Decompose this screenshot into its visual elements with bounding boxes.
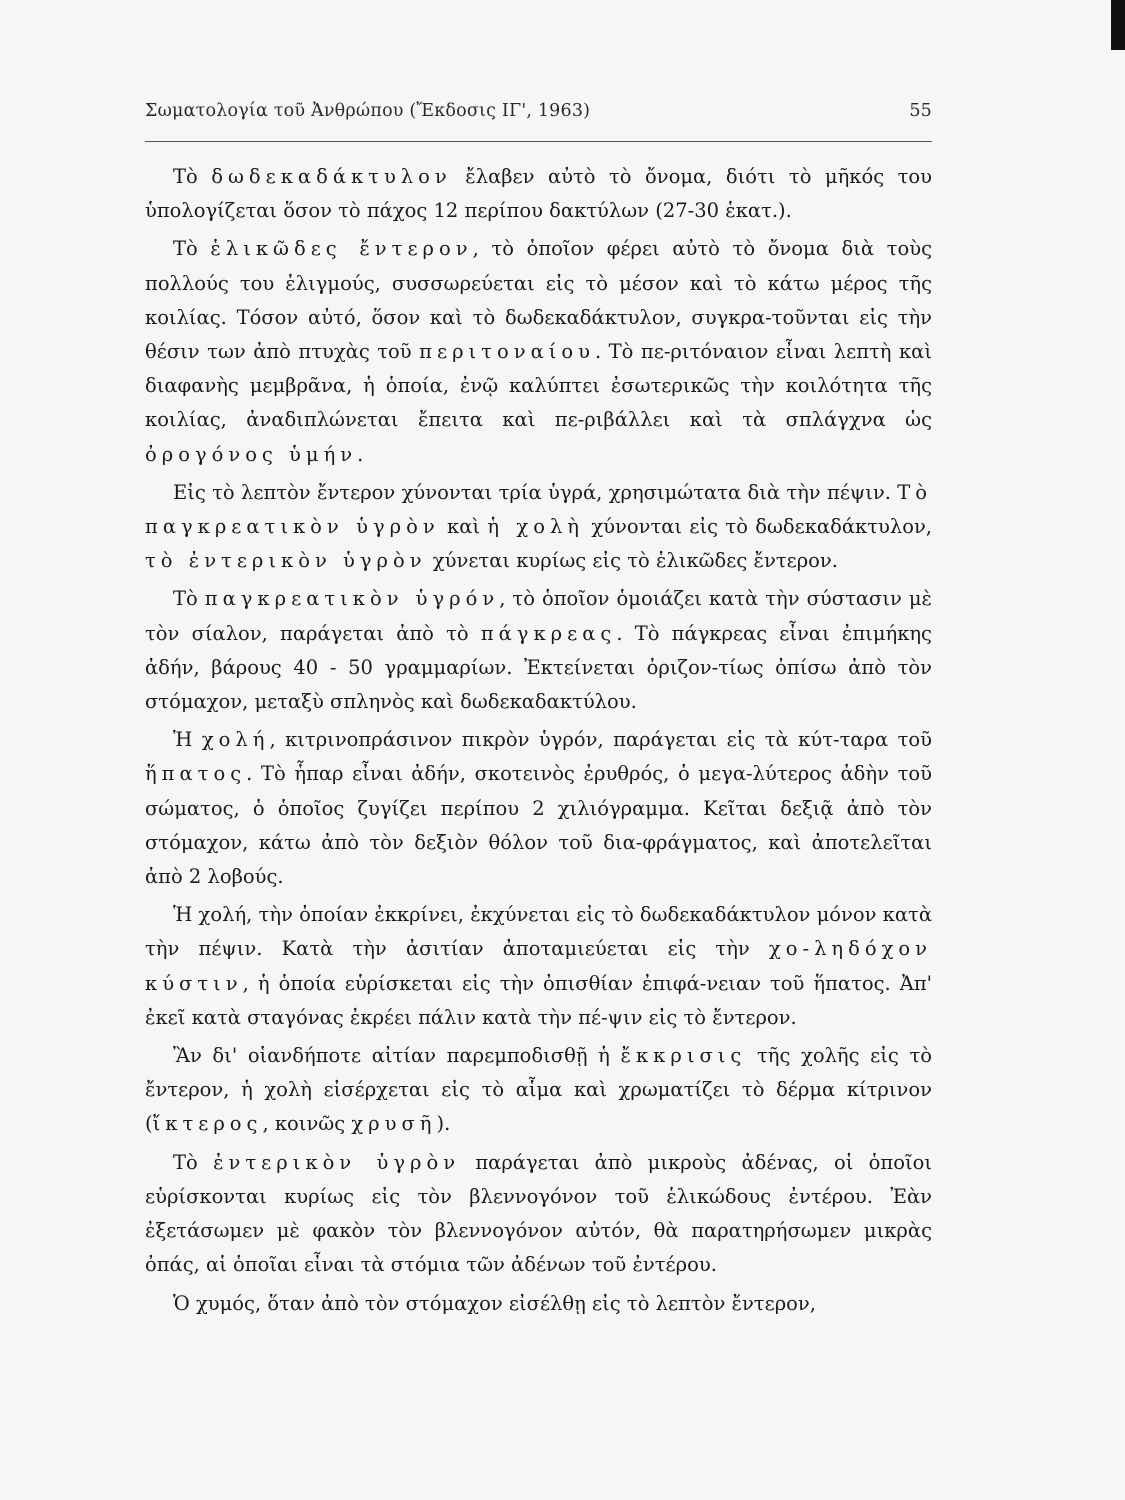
emphasis-term: χο-ληδόχον κύστιν — [145, 937, 932, 995]
emphasis-term: ἔκκρισις — [620, 1044, 747, 1068]
emphasis-term: ἡ χολὴ — [487, 515, 584, 539]
text-run: . Τὸ πε-ριτόναιον εἶναι λεπτὴ καὶ διαφανὴς μεμβρᾶνα, ἡ ὁποία, ἐνῷ καλύπτει ἐσωτερικῶς τὴν κοιλότητα τῆς κοιλίας, ἀναδιπλώνεται ἔπειτα καὶ πε-ριβάλλει καὶ τὰ σπλάγχνα ὡς — [145, 340, 932, 432]
paragraph — [145, 232, 932, 471]
running-title: Σωματολογία τοῦ Ἀνθρώπου (Ἔκδοσις ΙΓ', 1963) — [145, 101, 591, 121]
text-run: Τὸ — [173, 165, 212, 188]
emphasis-term: ὀρογόνος ὑμήν — [145, 442, 358, 466]
emphasis-term: χολή — [201, 728, 270, 752]
text-run: Τὸ — [173, 587, 205, 611]
text-run: , τὸ ὁποῖον φέρει αὐτὸ τὸ ὄνομα διὰ τοὺς πολλούς του ἑλιγμούς, συσσωρεύεται εἰς τὸ μέσον καὶ τὸ κάτω μέρος τῆς κοιλίας. Τόσον αὐτό, ὅσον καὶ τὸ δωδεκαδάκτυλον, συγκρα-τοῦνται εἰς τὴν θέσιν των ἀπὸ πτυχὰς τοῦ — [145, 237, 932, 364]
text-run: , τὸ ὁποῖον ὁμοιάζει κατὰ τὴν σύστασιν μὲ τὸν σίαλον, παράγεται ἀπὸ τὸ — [145, 587, 933, 645]
page-header — [145, 101, 932, 141]
emphasis-term: Τὸ παγκρεατικὸν ὑγρὸν — [145, 480, 932, 539]
scan-edge-mark — [1111, 0, 1125, 50]
text-run: παράγεται ἀπὸ μικροὺς ἀδένας, οἱ ὁποῖοι εὑρίσκονται κυρίως εἰς τὸν βλεννογόνον τοῦ ἑλικώδους ἐντέρου. Ἐὰν ἐξετάσωμεν μὲ φακὸν τὸν βλεννογόνον αὐτόν, θὰ παρατηρήσωμεν μικρὰς ὀπάς, αἱ ὁποῖαι εἶναι τὰ στόμια τῶν ἀδένων τοῦ ἐντέρου. — [145, 1150, 932, 1277]
paragraph — [145, 898, 932, 1035]
paragraph — [145, 1039, 932, 1142]
text-run: καὶ — [439, 515, 488, 539]
text-run: ἔλαβεν αὐτὸ τὸ ὄνομα, διότι τὸ μῆκός του ὑπολογίζεται ὅσον τὸ πάχος 12 περίπου δακτύλων (27-30 ἑκατ.). — [145, 165, 932, 223]
paragraph — [145, 476, 932, 579]
emphasis-term: πάγκρεας — [480, 621, 617, 645]
emphasis-term: περιτοναίου — [419, 340, 595, 364]
emphasis-term: δωδεκαδάκτυλον — [211, 165, 452, 188]
page-number: 55 — [909, 101, 932, 121]
emphasis-term: χρυσῆ — [351, 1112, 437, 1136]
text-run: Τὸ — [173, 237, 211, 261]
text-run: χύνεται κυρίως εἰς τὸ ἑλικῶδες ἔντερον. — [426, 549, 838, 573]
text-run: . — [357, 442, 364, 466]
paragraph — [145, 160, 932, 228]
text-run: Ἡ — [173, 728, 202, 752]
paragraph — [145, 582, 932, 719]
text-run: χύνονται εἰς τὸ δωδεκαδάκτυλον, — [584, 515, 932, 539]
text-run: Ἡ χολή, τὴν ὁποίαν ἐκκρίνει, ἐκχύνεται εἰς τὸ δωδεκαδάκτυλον μόνον κατὰ τὴν πέψιν. Κατὰ τὴν ἀσιτίαν ἀποταμιεύεται εἰς τὴν — [145, 903, 932, 961]
emphasis-term: ἴκτερος — [152, 1112, 263, 1136]
text-run: ). — [436, 1112, 451, 1136]
header-rule — [145, 141, 932, 142]
text-run: , κιτρινοπράσινον πικρὸν ὑγρόν, παράγεται εἰς τὰ κύτ-ταρα τοῦ — [269, 728, 933, 752]
emphasis-term: τὸ ἐντερικὸν ὑγρὸν — [145, 549, 427, 573]
text-run: Ὁ χυμός, ὅταν ἀπὸ τὸν στόμαχον εἰσέλθῃ εἰς τὸ λεπτὸν ἔντερον, — [173, 1291, 816, 1315]
paragraph — [145, 1146, 932, 1283]
paragraph — [145, 723, 932, 894]
text-run: . Τὸ ἧπαρ εἶναι ἀδήν, σκοτεινὸς ἐρυθρός, ὁ μεγα-λύτερος ἀδὴν τοῦ σώματος, ὁ ὁποῖος ζυγίζει περίπου 2 χιλιόγραμμα. Κεῖται δεξιᾷ ἀπὸ τὸν στόμαχον, κάτω ἀπὸ τὸν δεξιὸν θόλον τοῦ δια-φράγματος, καὶ ἀποτελεῖται ἀπὸ 2 λοβούς. — [145, 762, 932, 889]
emphasis-term: ἐντερικὸν ὑγρὸν — [213, 1150, 461, 1174]
text-run: , ἡ ὁποία εὑρίσκεται εἰς τὴν ὀπισθίαν ἐπιφά-νειαν τοῦ ἥπατος. Ἀπ' ἐκεῖ κατὰ σταγόνας ἐκρέει πάλιν κατὰ τὴν πέ-ψιν εἰς τὸ ἔντερον. — [145, 971, 932, 1029]
body-text — [145, 160, 932, 1325]
text-run: . Τὸ πάγκρεας εἶναι ἐπιμήκης ἀδήν, βάρους 40 - 50 γραμμαρίων. Ἐκτείνεται ὁριζον-τίως ὀπίσω ἀπὸ τὸν στόμαχον, μεταξὺ σπληνὸς καὶ δωδεκαδακτύλου. — [145, 621, 932, 714]
text-run: Εἰς τὸ λεπτὸν ἔντερον χύνονται τρία ὑγρά, χρησιμώτατα διὰ τὴν πέψιν. — [173, 480, 898, 504]
text-run: τῆς χολῆς εἰς τὸ ἔντερον, ἡ χολὴ εἰσέρχεται εἰς τὸ αἷμα καὶ χρωματίζει τὸ δέρμα κίτρινον ( — [145, 1044, 933, 1136]
emphasis-term: ἑλικῶδες ἔντερον — [210, 237, 473, 261]
emphasis-term: ἥπατος — [145, 762, 247, 786]
text-run: Ἂν δι' οἱανδήποτε αἰτίαν παρεμποδισθῇ ἡ — [173, 1044, 621, 1068]
text-run: , κοινῶς — [262, 1112, 352, 1136]
emphasis-term: παγκρεατικὸν ὑγρόν — [204, 587, 500, 611]
text-run: Τὸ — [173, 1150, 214, 1174]
paragraph — [145, 1287, 932, 1321]
